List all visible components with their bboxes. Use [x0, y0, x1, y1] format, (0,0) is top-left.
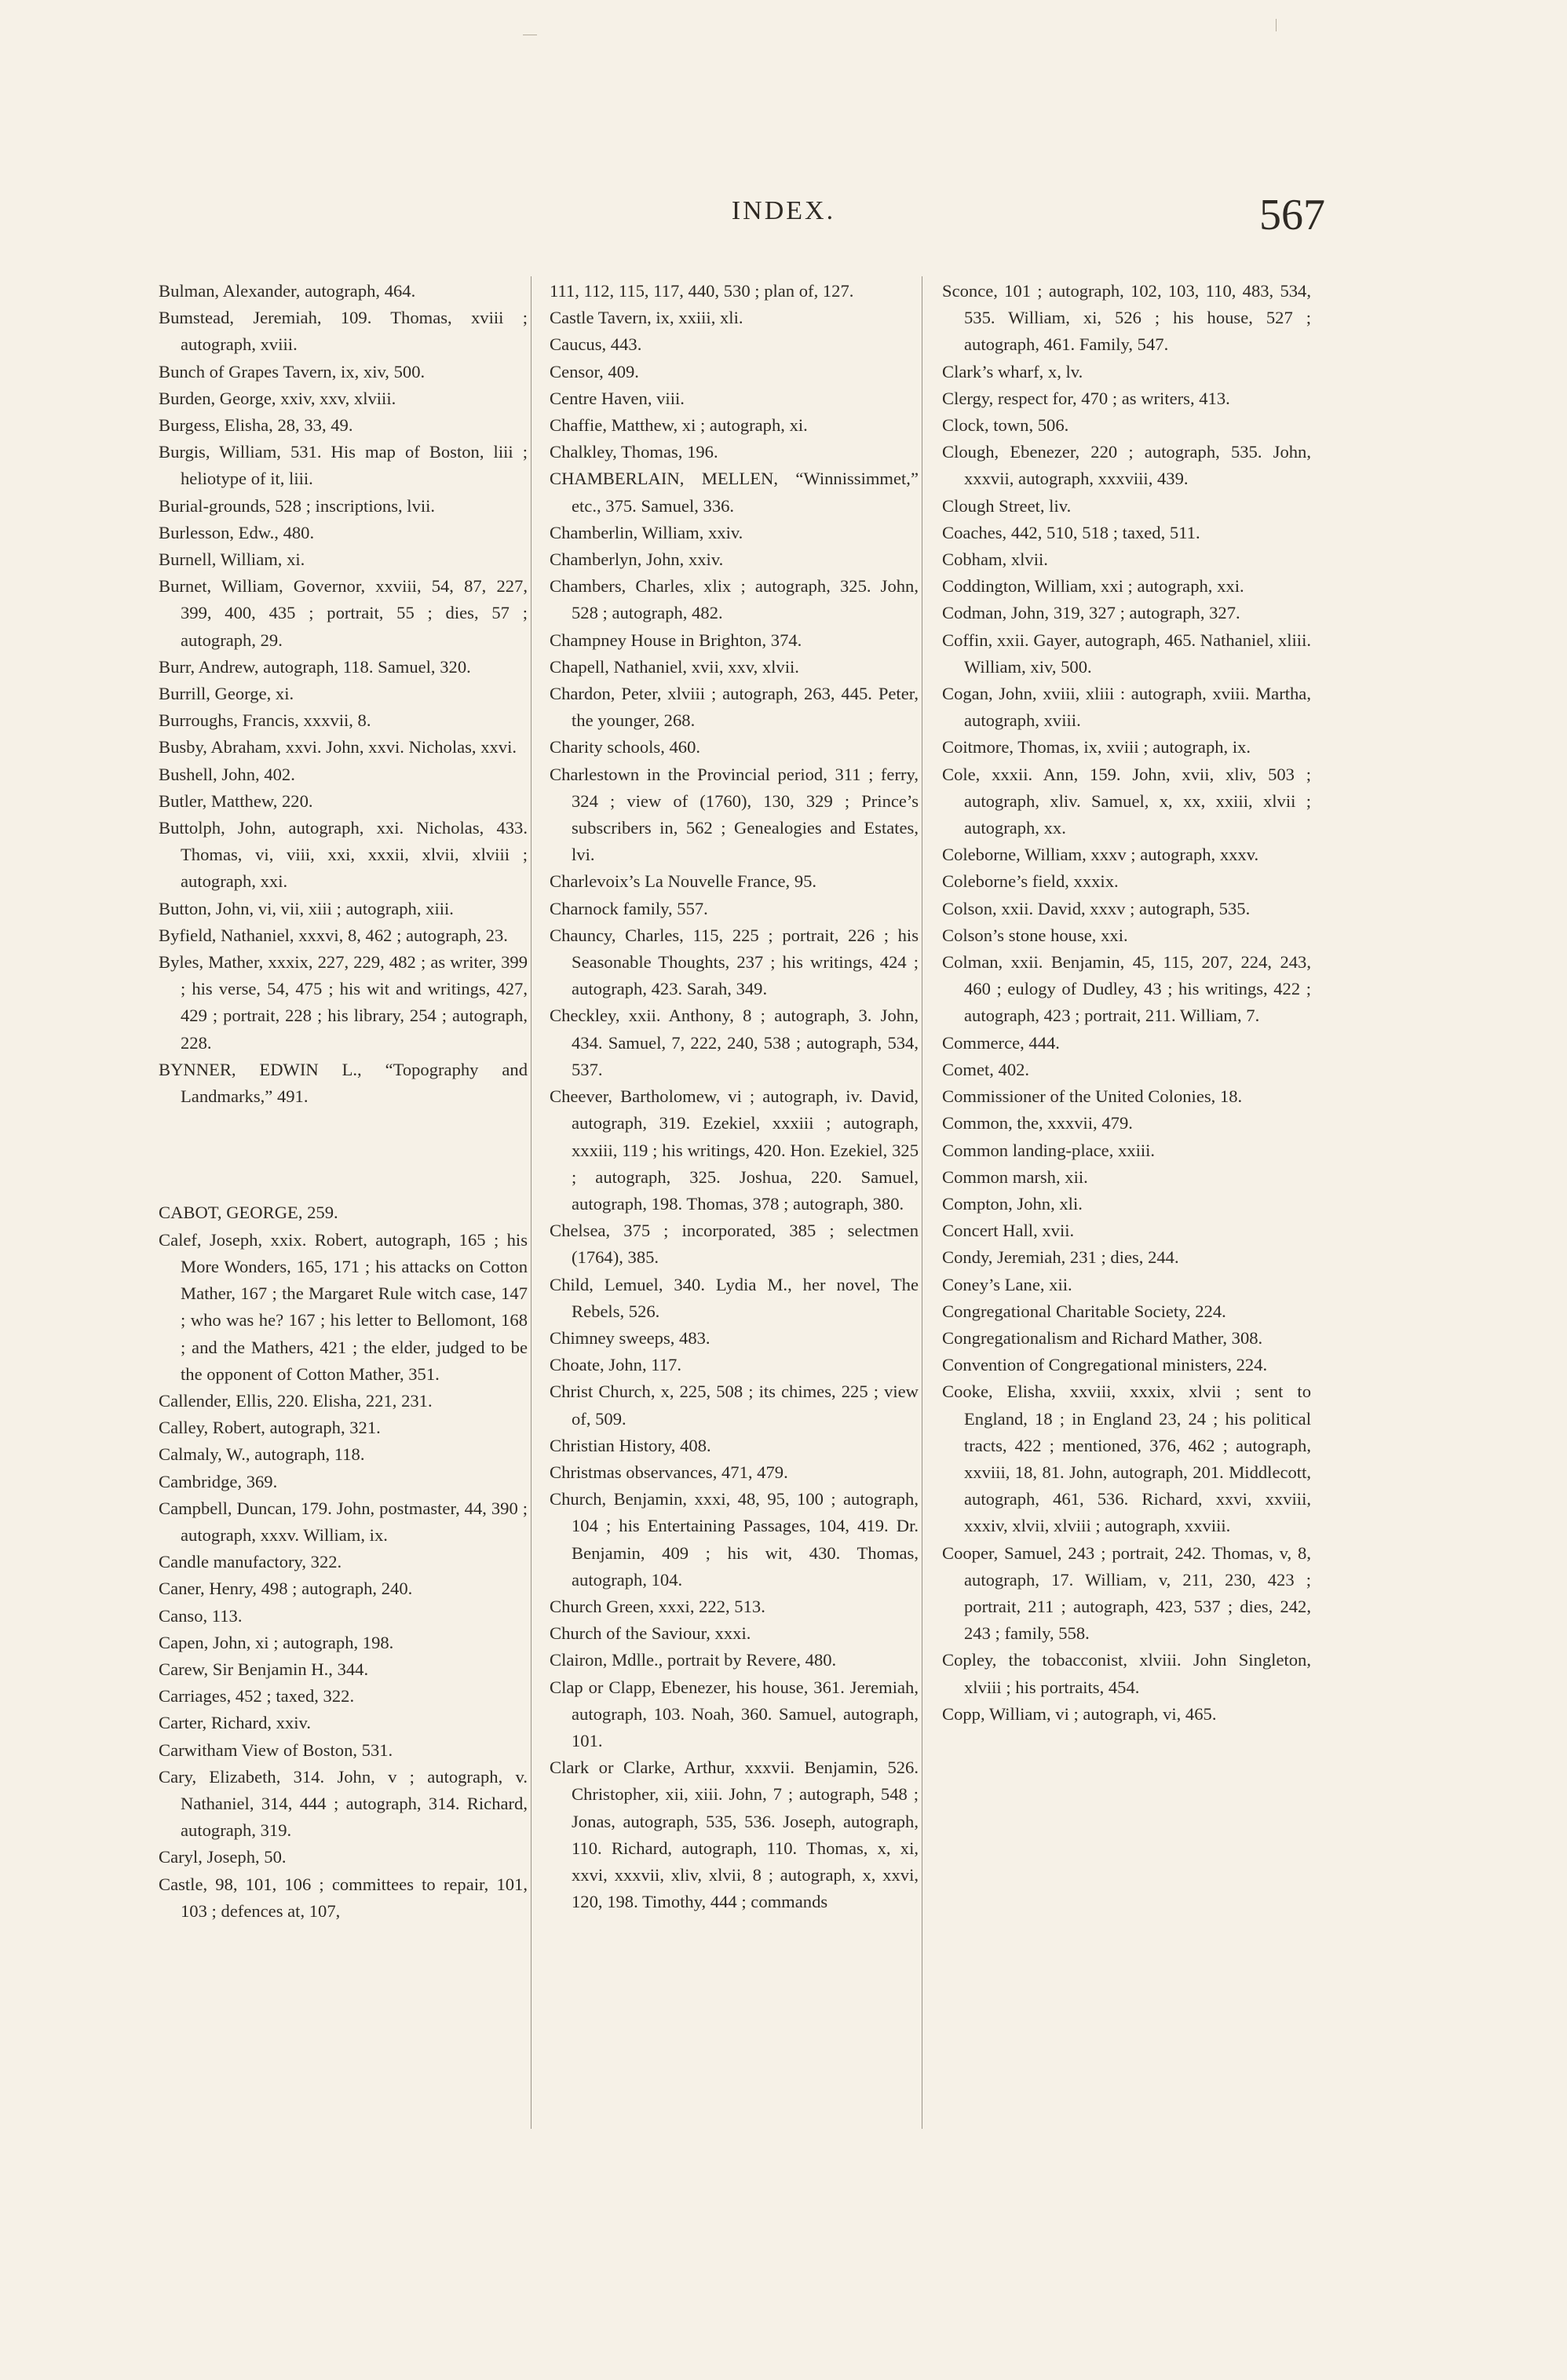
index-entry: Copp, William, vi ; autograph, vi, 465.	[942, 1703, 1217, 1724]
index-entry: Clock, town, 506.	[942, 415, 1069, 436]
index-entry: CABOT, GEORGE, 259.	[159, 1203, 338, 1223]
index-entry: Charlestown in the Provincial period, 311 ; ferry, 324 ; view of (1760), 130, 329 ; Prince’s subscribers in, 562 ; Genealogies and Estates, lvi.	[550, 764, 919, 865]
index-entry: Burnell, William, xi.	[159, 549, 305, 570]
index-entry: Byles, Mather, xxxix, 227, 229, 482 ; as writer, 399 ; his verse, 54, 475 ; his wit and writings, 427, 429 ; portrait, 228 ; his library, 254 ; autograph, 228.	[159, 952, 528, 1053]
index-entry: Chauncy, Charles, 115, 225 ; portrait, 226 ; his Seasonable Thoughts, 237 ; his writings, 424 ; autograph, 423. Sarah, 349.	[550, 925, 919, 999]
index-entry: Carter, Richard, xxiv.	[159, 1713, 312, 1733]
index-entry: Bunch of Grapes Tavern, ix, xiv, 500.	[159, 361, 426, 381]
index-entry: Christian History, 408.	[550, 1435, 711, 1455]
index-entry: Charnock family, 557.	[550, 898, 708, 918]
index-column-1	[159, 278, 528, 1925]
index-entry: Burlesson, Edw., 480.	[159, 522, 315, 542]
index-entry: Burr, Andrew, autograph, 118. Samuel, 320.	[159, 656, 471, 677]
index-entry: Button, John, vi, vii, xiii ; autograph, xiii.	[159, 898, 454, 918]
index-entry: Burgess, Elisha, 28, 33, 49.	[159, 415, 353, 436]
index-entry: Coddington, William, xxi ; autograph, xxi.	[942, 576, 1244, 597]
index-entry: Capen, John, xi ; autograph, 198.	[159, 1632, 394, 1652]
index-entry: Censor, 409.	[550, 361, 639, 381]
index-entry: Commissioner of the United Colonies, 18.	[942, 1086, 1243, 1107]
index-entry: Chalkley, Thomas, 196.	[550, 442, 718, 462]
index-entry: Bumstead, Jeremiah, 109. Thomas, xviii ; autograph, xviii.	[159, 308, 528, 355]
index-entry: Concert Hall, xvii.	[942, 1221, 1075, 1241]
index-entry: Bushell, John, 402.	[159, 764, 295, 784]
index-entry: Common landing-place, xxiii.	[942, 1140, 1156, 1160]
index-entry: Compton, John, xli.	[942, 1193, 1083, 1214]
index-entry: Calef, Joseph, xxix. Robert, autograph, 165 ; his More Wonders, 165, 171 ; his attacks on Cotton Mather, 167 ; the Margaret Rule witch case, 147 ; who was he? 167 ; his letter to Bellomont, 168 ; and the Mathers, 421 ; the elder, judged to be the opponent of Cotton Mather, 351.	[159, 1229, 528, 1384]
index-entry: Castle Tavern, ix, xxiii, xli.	[550, 308, 743, 328]
index-entry: Sconce, 101 ; autograph, 102, 103, 110, 483, 534, 535. William, xi, 526 ; his house, 527 ; autograph, 461. Family, 547.	[942, 281, 1311, 355]
index-entry: Charity schools, 460.	[550, 737, 701, 757]
index-entry: Cheever, Bartholomew, vi ; autograph, iv. David, autograph, 319. Ezekiel, xxxiii ; autograph, xxxiii, 119 ; his writings, 420. Hon. Ezekiel, 325 ; autograph, 325. Joshua, 220. Samuel, autograph, 198. Thomas, 378 ; autograph, 380.	[550, 1086, 919, 1214]
index-entry: Clark’s wharf, x, lv.	[942, 361, 1083, 381]
index-entry: Chelsea, 375 ; incorporated, 385 ; selectmen (1764), 385.	[550, 1221, 919, 1268]
index-entry: Champney House in Brighton, 374.	[550, 630, 802, 650]
index-entry: Butler, Matthew, 220.	[159, 790, 313, 811]
index-entry: Carew, Sir Benjamin H., 344.	[159, 1659, 369, 1679]
index-entry: Burgis, William, 531. His map of Boston, liii ; heliotype of it, liii.	[159, 442, 528, 489]
index-entry: Clough, Ebenezer, 220 ; autograph, 535. John, xxxvii, autograph, xxxviii, 439.	[942, 442, 1311, 489]
index-entry: Chaffie, Matthew, xi ; autograph, xi.	[550, 415, 808, 436]
index-entry: Copley, the tobacconist, xlviii. John Singleton, xlviii ; his portraits, 454.	[942, 1650, 1311, 1697]
index-entry: Christ Church, x, 225, 508 ; its chimes, 225 ; view of, 509.	[550, 1382, 919, 1429]
index-entry: Busby, Abraham, xxvi. John, xxvi. Nicholas, xxvi.	[159, 737, 517, 757]
index-entry: Clairon, Mdlle., portrait by Revere, 480.	[550, 1650, 837, 1670]
index-entry: Coitmore, Thomas, ix, xviii ; autograph, ix.	[942, 737, 1251, 757]
index-entry: Choate, John, 117.	[550, 1355, 681, 1375]
index-entry: Centre Haven, viii.	[550, 388, 685, 408]
index-entry: Chamberlyn, John, xxiv.	[550, 549, 724, 570]
index-entry: Colson’s stone house, xxi.	[942, 925, 1128, 945]
index-entry: Checkley, xxii. Anthony, 8 ; autograph, 3. John, 434. Samuel, 7, 222, 240, 538 ; autograph, 534, 537.	[550, 1006, 919, 1079]
index-entry: Carriages, 452 ; taxed, 322.	[159, 1686, 355, 1707]
index-entry: BYNNER, EDWIN L., “Topography and Landmarks,” 491.	[159, 1059, 528, 1107]
index-entry: CHAMBERLAIN, MELLEN, “Winnissimmet,” etc., 375. Samuel, 336.	[550, 469, 919, 516]
index-entry: Canso, 113.	[159, 1605, 243, 1626]
index-entry: Colson, xxii. David, xxxv ; autograph, 535.	[942, 898, 1251, 918]
index-entry: Church, Benjamin, xxxi, 48, 95, 100 ; autograph, 104 ; his Entertaining Passages, 104, 419. Dr. Benjamin, 409 ; his wit, 430. Thomas, autograph, 104.	[550, 1489, 919, 1590]
index-entry: Calmaly, W., autograph, 118.	[159, 1444, 365, 1465]
index-entry: Caryl, Joseph, 50.	[159, 1847, 287, 1867]
index-entry: Congregational Charitable Society, 224.	[942, 1301, 1226, 1321]
index-entry: Comet, 402.	[942, 1059, 1030, 1079]
index-entry: Callender, Ellis, 220. Elisha, 221, 231.	[159, 1390, 433, 1411]
index-entry: Clough Street, liv.	[942, 495, 1072, 516]
index-entry: Cooper, Samuel, 243 ; portrait, 242. Thomas, v, 8, autograph, 17. William, v, 211, 230, 423 ; portrait, 211 ; autograph, 423, 537 ; dies, 242, 243 ; family, 558.	[942, 1542, 1311, 1644]
index-entry: Campbell, Duncan, 179. John, postmaster, 44, 390 ; autograph, xxxv. William, ix.	[159, 1498, 528, 1545]
index-entry: Church of the Saviour, xxxi.	[550, 1623, 751, 1644]
index-entry: Calley, Robert, autograph, 321.	[159, 1418, 381, 1438]
index-entry: Christmas observances, 471, 479.	[550, 1462, 788, 1482]
index-entry: Burroughs, Francis, xxxvii, 8.	[159, 710, 371, 731]
index-entry: Buttolph, John, autograph, xxi. Nicholas, 433. Thomas, vi, viii, xxi, xxxii, xlvii, xlviii ; autograph, xxi.	[159, 818, 528, 892]
index-entry: Burden, George, xxiv, xxv, xlviii.	[159, 388, 396, 408]
index-entry: Chimney sweeps, 483.	[550, 1327, 710, 1348]
index-entry: Coleborne, William, xxxv ; autograph, xxxv.	[942, 845, 1259, 865]
index-entry: Castle, 98, 101, 106 ; committees to repair, 101, 103 ; defences at, 107,	[159, 1874, 528, 1921]
index-entry: Byfield, Nathaniel, xxxvi, 8, 462 ; autograph, 23.	[159, 925, 508, 945]
index-entry: Chambers, Charles, xlix ; autograph, 325. John, 528 ; autograph, 482.	[550, 576, 919, 623]
index-entry: Common, the, xxxvii, 479.	[942, 1113, 1133, 1133]
index-column-3	[942, 278, 1311, 1728]
index-entry: Common marsh, xii.	[942, 1166, 1088, 1187]
index-entry: Coney’s Lane, xii.	[942, 1274, 1072, 1294]
index-entry: Coffin, xxii. Gayer, autograph, 465. Nathaniel, xliii. William, xiv, 500.	[942, 630, 1311, 677]
page-title: INDEX.	[731, 196, 836, 225]
index-entry: Colman, xxii. Benjamin, 45, 115, 207, 224, 243, 460 ; eulogy of Dudley, 43 ; his writings, 422 ; autograph, 423 ; portrait, 211. William, 7.	[942, 952, 1311, 1026]
index-entry: Charlevoix’s La Nouvelle France, 95.	[550, 871, 817, 892]
index-entry: Burnet, William, Governor, xxviii, 54, 87, 227, 399, 400, 435 ; portrait, 55 ; dies, 57 ; autograph, 29.	[159, 576, 528, 650]
index-entry: Coleborne’s field, xxxix.	[942, 871, 1119, 892]
index-entry: Cary, Elizabeth, 314. John, v ; autograph, v. Nathaniel, 314, 444 ; autograph, 314. Richard, autograph, 319.	[159, 1766, 528, 1841]
index-entry: Child, Lemuel, 340. Lydia M., her novel, The Rebels, 526.	[550, 1274, 919, 1321]
index-entry: Burial-grounds, 528 ; inscriptions, lvii.	[159, 495, 436, 516]
index-entry: Candle manufactory, 322.	[159, 1552, 342, 1572]
index-entry: Convention of Congregational ministers, 224.	[942, 1355, 1268, 1375]
index-entry: Caner, Henry, 498 ; autograph, 240.	[159, 1579, 413, 1599]
index-entry: Cogan, John, xviii, xliii : autograph, xviii. Martha, autograph, xviii.	[942, 684, 1311, 731]
index-entry: Chapell, Nathaniel, xvii, xxv, xlvii.	[550, 656, 799, 677]
index-entry: Coaches, 442, 510, 518 ; taxed, 511.	[942, 522, 1200, 542]
index-entry: 111, 112, 115, 117, 440, 530 ; plan of, 127.	[550, 281, 854, 301]
index-entry: Chardon, Peter, xlviii ; autograph, 263, 445. Peter, the younger, 268.	[550, 684, 919, 731]
index-entry: Commerce, 444.	[942, 1032, 1060, 1053]
index-entry: Caucus, 443.	[550, 334, 642, 355]
index-entry: Cambridge, 369.	[159, 1471, 278, 1491]
index-entry: Church Green, xxxi, 222, 513.	[550, 1596, 765, 1616]
index-column-2	[550, 278, 919, 1915]
index-entry: Clergy, respect for, 470 ; as writers, 413.	[942, 388, 1230, 408]
index-entry: Condy, Jeremiah, 231 ; dies, 244.	[942, 1247, 1179, 1268]
index-entry: Cole, xxxii. Ann, 159. John, xvii, xliv, 503 ; autograph, xliv. Samuel, x, xx, xxiii, xlvii ; autograph, xx.	[942, 764, 1311, 838]
index-entry: Cooke, Elisha, xxviii, xxxix, xlvii ; sent to England, 18 ; in England 23, 24 ; his political tracts, 422 ; mentioned, 376, 462 ; autograph, xxviii, 18, 81. John, autograph, 201. Middlecott, autograph, 461, 536. Richard, xxvi, xxviii, xxxiv, xlvii, xlviii ; autograph, xxviii.	[942, 1382, 1311, 1536]
printer-mark	[1276, 19, 1277, 31]
section-gap	[159, 1128, 528, 1182]
index-entry: Clark or Clarke, Arthur, xxxvii. Benjamin, 526. Christopher, xii, xiii. John, 7 ; autograph, 548 ; Jonas, autograph, 535, 536. Joseph, autograph, 110. Richard, autograph, 110. Thomas, x, xi, xxvi, xxxvii, xliv, xlvii, 8 ; autograph, x, xxvi, 120, 198. Timothy, 444 ; commands	[550, 1758, 919, 1912]
index-entry: Cobham, xlvii.	[942, 549, 1048, 570]
page-number: 567	[1259, 191, 1325, 239]
index-entry: Clap or Clapp, Ebenezer, his house, 361. Jeremiah, autograph, 103. Noah, 360. Samuel, autograph, 101.	[550, 1677, 919, 1750]
index-entry: Congregationalism and Richard Mather, 308.	[942, 1327, 1263, 1348]
index-entry: Bulman, Alexander, autograph, 464.	[159, 281, 416, 301]
index-entry: Burrill, George, xi.	[159, 684, 294, 704]
index-entry: Chamberlin, William, xxiv.	[550, 522, 743, 542]
index-entry: Codman, John, 319, 327 ; autograph, 327.	[942, 603, 1240, 623]
index-entry: Carwitham View of Boston, 531.	[159, 1739, 393, 1760]
